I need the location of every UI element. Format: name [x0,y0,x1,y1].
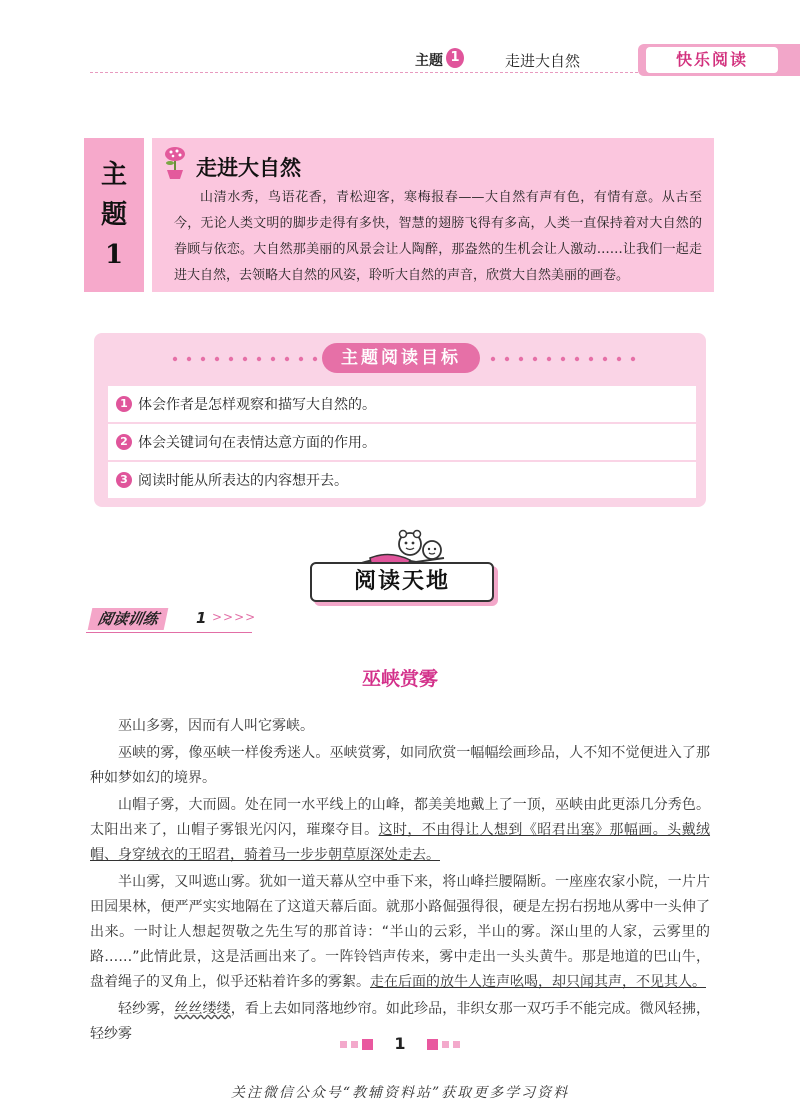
footer-decor-square [340,1041,347,1048]
goal-text: 阅读时能从所表达的内容想开去。 [138,473,348,489]
goal-text: 体会作者是怎样观察和描写大自然的。 [138,397,376,413]
training-number: 1 [196,609,207,627]
theme-side-char: 题 [100,200,127,230]
article-underlined-text: 走在后面的放牛人连声吆喝，却只闻其声，不见其人。 [370,974,706,990]
goal-number: 2 [116,434,132,450]
goal-text: 体会关键词句在表情达意方面的作用。 [138,435,376,451]
goal-item [108,424,696,460]
footer-decor-square [442,1041,449,1048]
goal-item [108,462,696,498]
article-text: ，看上去如同落地纱帘。如此珍品，非织女那一双巧手不能完成。微风轻拂，轻纱雾 [90,1001,710,1042]
dotted-line [172,356,322,362]
reading-world-banner [310,562,494,602]
footer-decor-square [427,1039,438,1050]
goal-number: 1 [116,396,132,412]
article-text: 半山雾，又叫遮山雾。犹如一道天幕从空中垂下来，将山峰拦腰隔断。一座座农家小院，一片片田园果林，便严严实实地隔在了这道天幕后面。就那小路倔强得很，硬是左拐右拐地从雾中一头伸了出来。一时让人想起贺敬之先生写的那首诗：“半山的云彩，半山的雾。深山里的人家，云雾里的路……”此情此景，这是活画出来了。一阵铃铛声传来，雾中走出一头头黄牛。那是地道的巴山牛，盘着绳子的叉角上，似乎还粘着许多的雾絮。 [90,874,710,990]
training-underline [86,632,252,633]
header-theme-label: 主题 [415,53,443,69]
article-body [90,714,710,1049]
article-title: 巫峡赏雾 [361,668,438,690]
theme-title: 走进大自然 [196,156,301,180]
flower-pot-icon [161,146,189,180]
footer-note: 关注微信公众号“教辅资料站”获取更多学习资料 [230,1085,570,1101]
training-arrows: >>>> [212,610,257,624]
article-paragraph: 巫峡的雾，像巫峡一样俊秀迷人。巫峡赏雾，如同欣赏一幅幅绘画珍品，人不知不觉便进入了那种如梦如幻的境界。 [90,745,710,786]
header-title: 走进大自然 [505,52,581,70]
footer-decor-square [351,1041,358,1048]
article-text: 轻纱雾， [118,1001,175,1017]
reading-world-title: 阅读天地 [353,569,450,594]
header-tag-label: 快乐阅读 [646,47,778,73]
article-paragraph [90,793,710,868]
footer-decor-square [362,1039,373,1050]
article-text: 山帽子雾，大而圆。处在同一水平线上的山峰，都美美地戴上了一顶，巫峡由此更添几分秀色。太阳出来了，山帽子雾银光闪闪，璀璨夺目。 [90,797,710,838]
header-tag [638,44,800,76]
footer-decor-square [453,1041,460,1048]
reading-goals-title: 主题阅读目标 [322,343,480,373]
article-wavy-underlined-text: 丝丝缕缕 [174,1001,231,1017]
article-paragraph [90,870,710,995]
goal-number: 3 [116,472,132,488]
goal-item [108,386,696,422]
header-divider [90,72,638,73]
article-paragraph: 巫山多雾，因而有人叫它雾峡。 [118,718,314,734]
theme-intro-text: 山清水秀，鸟语花香，青松迎客，寒梅报春——大自然有声有色，有情有意。从古至今，无论人类文明的脚步走得有多快，智慧的翅膀飞得有多高，人类一直保持着对大自然的眷顾与依恋。大自然那美丽的风景会让人陶醉，那盎然的生机会让人激动……让我们一起走进大自然，去领略大自然的风姿，聆听大自然的声音，欣赏大自然美丽的画卷。 [174,190,702,283]
header-theme-number: 1 [446,48,464,68]
dotted-line [486,356,636,362]
article-underlined-text: 这时，不由得让人想到《昭君出塞》那幅画。头戴绒帽、身穿绒衣的王昭君，骑着马一步步朝草原深处走去。 [90,822,711,863]
training-label: 阅读训练 [88,608,169,630]
theme-side-label [84,138,144,292]
page-number: 1 [394,1034,406,1053]
theme-side-char: 1 [104,240,124,270]
theme-side-char: 主 [100,160,127,190]
